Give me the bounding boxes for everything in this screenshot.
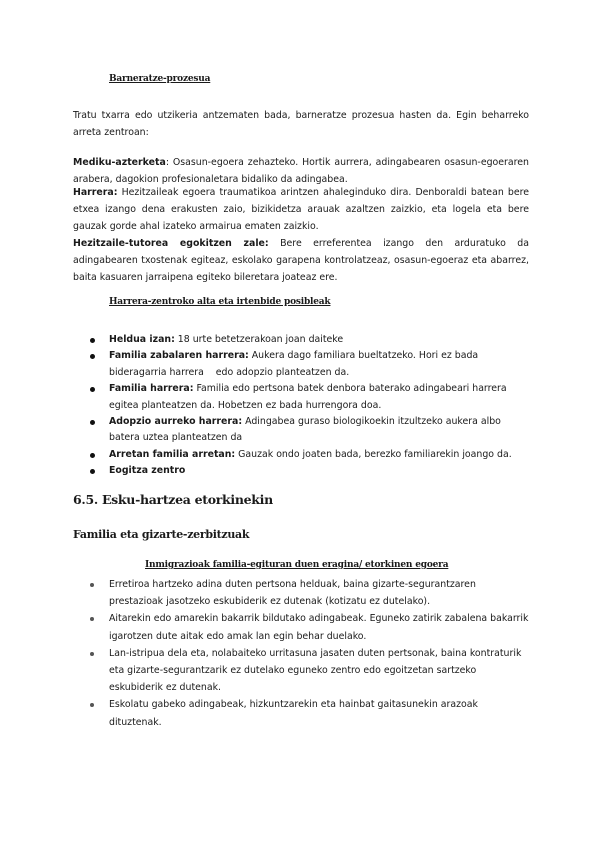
item-text: Gauzak ondo joaten bada, berezko familiarekin joango da. bbox=[235, 448, 512, 460]
term-separator: : bbox=[165, 157, 169, 168]
term-harrera: Harrera: bbox=[73, 187, 118, 198]
item-term: Familia zabalaren harrera: bbox=[109, 350, 249, 362]
alta-list bbox=[90, 332, 529, 480]
list-item bbox=[90, 447, 529, 463]
term-mediku-azterketa: Mediku-azterketa bbox=[73, 157, 166, 168]
section-heading-barneratze: Barneratze-prozesua bbox=[109, 74, 211, 84]
bullet-icon bbox=[90, 469, 95, 474]
bullet-icon bbox=[90, 617, 94, 621]
section-heading-inmigrazioak: Inmigrazioak familia-egituran duen eragina/ etorkinen egoera bbox=[145, 560, 449, 570]
bullet-icon bbox=[90, 652, 94, 656]
item-text: Eskolatu gabeko adingabeak, hizkuntzarekin eta hainbat gaitasunekin arazoak dituztenak. bbox=[109, 699, 478, 728]
item-term: Familia harrera: bbox=[109, 383, 194, 395]
term-hezitzaile-tutorea: Hezitzaile-tutorea egokitzen zale: bbox=[73, 238, 269, 249]
bullet-icon bbox=[90, 703, 94, 707]
bullet-icon bbox=[90, 453, 95, 458]
section-heading-harrera-zentroko-alta: Harrera-zentroko alta eta irtenbide posibleak bbox=[109, 297, 331, 307]
bullet-icon bbox=[90, 420, 95, 425]
bullet-icon bbox=[90, 338, 95, 343]
item-text: Aitarekin edo amarekin bakarrik bildutako adingabeak. Eguneko zatirik zabalena bakarrik igarotzen dute aitak edo amak lan egin behar duelako. bbox=[109, 613, 529, 642]
item-term: Eogitza zentro bbox=[109, 465, 186, 477]
list-item bbox=[90, 463, 529, 479]
text-mediku-azterketa: Osasun-egoera zehazteko. Hortik aurrera, adingabearen osasun-egoeraren arabera, dagokion profesionaletara bidaliko da adingabea. bbox=[73, 157, 529, 185]
intro-paragraph: Tratu txarra edo utzikeria antzematen bada, barneratze prozesua hasten da. Egin beharreko arreta zentroan: bbox=[73, 110, 529, 138]
item-text: Familia edo pertsona batek denbora baterako adingabeari harrera egitea planteatzen da. Hobetzen ez bada hurrengora doa. bbox=[109, 383, 507, 411]
list-item bbox=[90, 645, 529, 697]
list-item bbox=[90, 348, 529, 381]
subsection-title-familia: Familia eta gizarte-zerbitzuak bbox=[73, 528, 250, 541]
item-text: Aukera dago familiara bueltatzeko. Hori ez bada bideragarria harrera edo adopzio planteatzen da. bbox=[109, 350, 482, 378]
list-item bbox=[90, 610, 529, 644]
item-text: 18 urte betetzerakoan joan daiteke bbox=[174, 334, 344, 345]
item-term: Heldua izan: bbox=[109, 334, 175, 345]
paragraph-hezitzaile-tutorea bbox=[73, 235, 529, 286]
list-item bbox=[90, 576, 529, 610]
item-text: Lan-istripua dela eta, nolabaiteko urritasuna jasaten duten pertsonak, baina kontraturik eta gizarte-segurantzarik ez dutelako eguneko zentro edo egoitzetan sartzeko eskubiderik ez dutenak. bbox=[109, 647, 522, 694]
bullet-icon bbox=[90, 354, 95, 359]
item-term: Arretan familia arretan: bbox=[109, 448, 236, 460]
text-hezitzaile-tutorea: Bere erreferentea izango den arduratuko da adingabearen txostenak egiteaz, eskolako garapena kontrolatzeaz, osasun-egoeraz eta abarrez, baita kasuaren jarraipena egiteko bileretara joateaz ere. bbox=[73, 238, 529, 283]
text-harrera: Hezitzaileak egoera traumatikoa arintzen ahaleginduko dira. Denboraldi batean bere etxea izango dena erakusten zaio, bizikidetza arauak azaltzen zaizkio, eta logela eta bere gauzak gorde ahal izateko armairua ematen zaizkio. bbox=[73, 187, 529, 232]
section-title-esku-hartzea: 6.5. Esku-hartzea etorkinekin bbox=[73, 492, 273, 507]
list-item bbox=[90, 332, 529, 348]
item-term: Adopzio aurreko harrera: bbox=[109, 416, 243, 428]
bullet-icon bbox=[90, 387, 95, 392]
item-text: Adingabea guraso biologikoekin itzultzeko aukera albo batera uztea planteatzen da bbox=[109, 416, 501, 444]
paragraph-harrera bbox=[73, 184, 529, 235]
list-item bbox=[90, 696, 529, 730]
list-item bbox=[90, 381, 529, 414]
etorkinen-list bbox=[90, 576, 529, 731]
item-text: Erretiroa hartzeko adina duten pertsona helduak, baina gizarte-segurantzaren prestazioak jasotzeko eskubiderik ez dutenak (kotizatu ez dutelako). bbox=[109, 579, 476, 608]
list-item bbox=[90, 414, 529, 447]
bullet-icon bbox=[90, 583, 94, 587]
paragraph-mediku-azterketa bbox=[73, 154, 529, 188]
